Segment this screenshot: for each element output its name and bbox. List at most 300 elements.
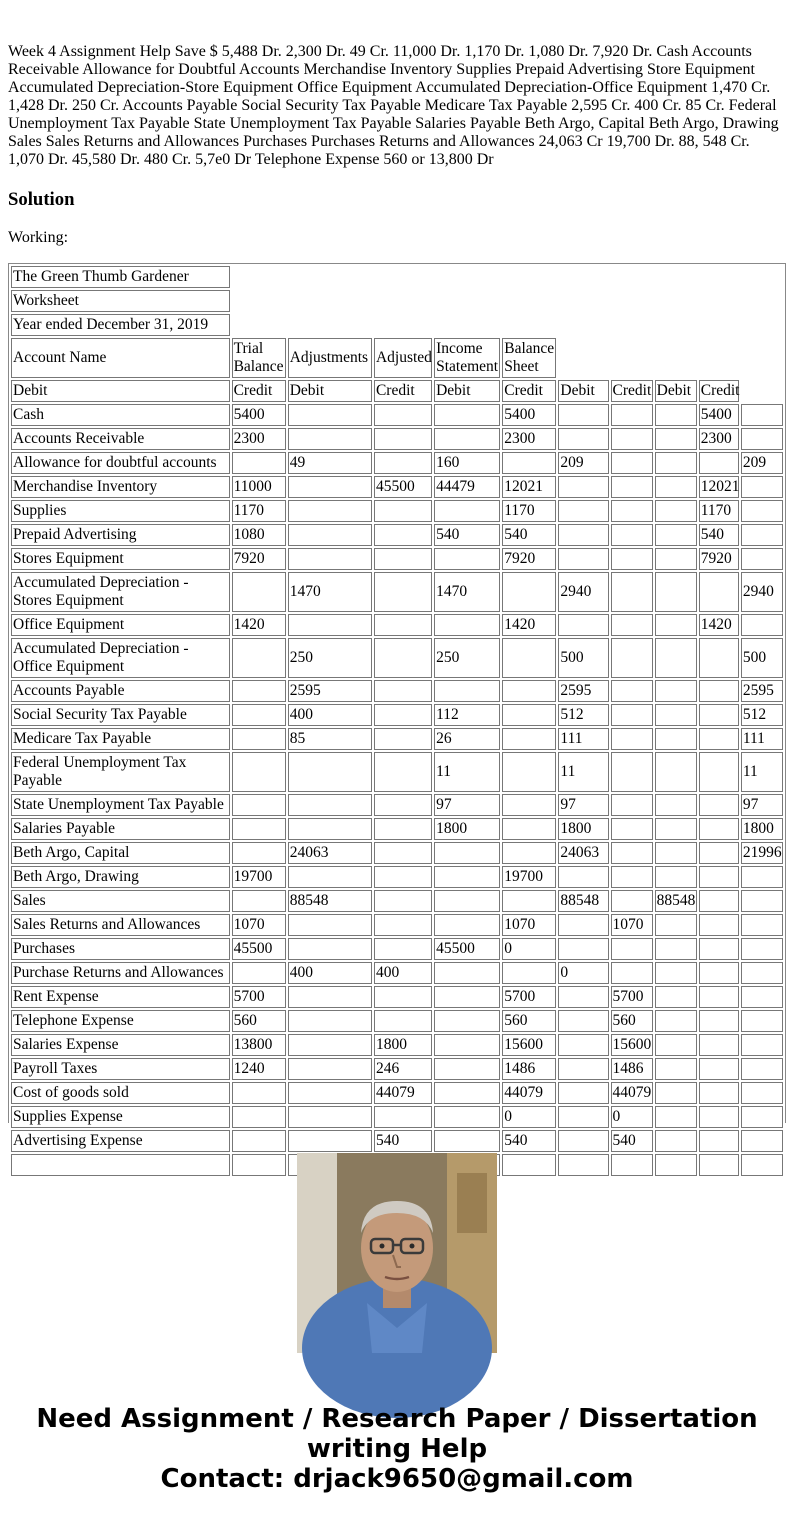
table-row xyxy=(11,1034,783,1056)
amount-cell xyxy=(741,614,783,636)
amount-cell xyxy=(741,476,783,498)
amount-cell xyxy=(558,500,608,522)
amount-cell xyxy=(699,728,739,750)
amount-cell xyxy=(741,548,783,570)
amount-cell: 1470 xyxy=(288,572,372,612)
amount-cell xyxy=(611,500,653,522)
amount-cell xyxy=(611,476,653,498)
amount-cell xyxy=(558,1154,608,1176)
amount-cell xyxy=(232,572,286,612)
amount-cell xyxy=(741,1106,783,1128)
amount-cell xyxy=(288,794,372,816)
amount-cell xyxy=(558,1130,608,1152)
amount-cell xyxy=(374,548,432,570)
amount-cell xyxy=(655,1010,697,1032)
amount-cell xyxy=(374,752,432,792)
amount-cell xyxy=(611,524,653,546)
amount-cell: 5700 xyxy=(502,986,556,1008)
table-row xyxy=(11,614,783,636)
amount-cell xyxy=(741,1130,783,1152)
account-name-cell xyxy=(11,1154,230,1176)
amount-cell: 250 xyxy=(434,638,500,678)
amount-cell xyxy=(611,728,653,750)
amount-cell xyxy=(232,794,286,816)
amount-cell xyxy=(288,1130,372,1152)
amount-cell xyxy=(558,404,608,426)
amount-cell xyxy=(558,548,608,570)
amount-cell: 11 xyxy=(741,752,783,792)
amount-cell xyxy=(558,866,608,888)
amount-cell xyxy=(502,704,556,726)
company-row xyxy=(11,266,783,288)
sub-header: Credit xyxy=(611,380,653,402)
amount-cell xyxy=(502,638,556,678)
amount-cell xyxy=(655,452,697,474)
amount-cell: 97 xyxy=(558,794,608,816)
amount-cell xyxy=(655,842,697,864)
amount-cell xyxy=(232,452,286,474)
header-adjusted: Adjusted xyxy=(374,338,432,378)
amount-cell xyxy=(288,1034,372,1056)
solution-heading: Solution xyxy=(8,189,75,210)
amount-cell: 250 xyxy=(288,638,372,678)
amount-cell: 540 xyxy=(699,524,739,546)
sub-header: Debit xyxy=(288,380,372,402)
sub-header: Credit xyxy=(699,380,739,402)
amount-cell xyxy=(232,752,286,792)
header-trial-balance: Trial Balance xyxy=(232,338,286,378)
amount-cell xyxy=(699,1010,739,1032)
sub-header: Credit xyxy=(374,380,432,402)
amount-cell xyxy=(232,1082,286,1104)
amount-cell xyxy=(699,680,739,702)
table-row xyxy=(11,866,783,888)
amount-cell: 1070 xyxy=(502,914,556,936)
amount-cell xyxy=(502,890,556,912)
amount-cell xyxy=(655,794,697,816)
amount-cell: 2300 xyxy=(699,428,739,450)
sub-header-row xyxy=(11,380,783,402)
account-name-cell: Federal Unemployment Tax Payable xyxy=(11,752,230,792)
amount-cell xyxy=(655,938,697,960)
amount-cell xyxy=(655,1082,697,1104)
account-name-cell: Beth Argo, Drawing xyxy=(11,866,230,888)
header-account-name: Account Name xyxy=(11,338,230,378)
amount-cell xyxy=(232,680,286,702)
amount-cell xyxy=(434,500,500,522)
amount-cell: 540 xyxy=(434,524,500,546)
amount-cell: 5400 xyxy=(232,404,286,426)
amount-cell xyxy=(558,938,608,960)
amount-cell: 209 xyxy=(558,452,608,474)
amount-cell xyxy=(741,428,783,450)
amount-cell: 400 xyxy=(288,962,372,984)
amount-cell xyxy=(655,428,697,450)
amount-cell: 1070 xyxy=(232,914,286,936)
amount-cell xyxy=(558,476,608,498)
amount-cell xyxy=(741,962,783,984)
title-row xyxy=(11,290,783,312)
amount-cell xyxy=(434,866,500,888)
amount-cell xyxy=(502,752,556,792)
amount-cell xyxy=(434,1058,500,1080)
header-balance-sheet: Balance Sheet xyxy=(502,338,556,378)
author-photo xyxy=(297,1153,497,1353)
account-name-cell: Sales xyxy=(11,890,230,912)
account-name-cell: Rent Expense xyxy=(11,986,230,1008)
account-name-cell: Payroll Taxes xyxy=(11,1058,230,1080)
table-row xyxy=(11,704,783,726)
amount-cell xyxy=(232,1106,286,1128)
amount-cell xyxy=(374,890,432,912)
amount-cell: 7920 xyxy=(232,548,286,570)
amount-cell: 1170 xyxy=(502,500,556,522)
amount-cell: 540 xyxy=(374,1130,432,1152)
amount-cell: 45500 xyxy=(434,938,500,960)
amount-cell xyxy=(502,680,556,702)
amount-cell: 2300 xyxy=(502,428,556,450)
question-text: Week 4 Assignment Help Save $ 5,488 Dr. 2,300 Dr. 49 Cr. 11,000 Dr. 1,170 Dr. 1,080 Dr. 7,920 Dr. Cash Accounts Receivable Allowance for Doubtful Accounts Merchandise Inventory Supplies Prepaid Advertising Store Equipment Accumulated Depreciation-Store Equipment Office Equipment Accumulated Depreciation-Office Equipment 1,470 Cr. 1,428 Dr. 250 Cr. Accounts Payable Social Security Tax Payable Medicare Tax Payable 2,595 Cr. 400 Cr. 85 Cr. Federal Unemployment Tax Payable State Unemployment Tax Payable Salaries Payable Beth Argo, Capital Beth Argo, Drawing Sales Sales Returns and Allowances Purchases Purchases Returns and Allowances 24,063 Cr 19,700 Dr. 88, 548 Cr. 1,070 Dr. 45,580 Dr. 480 Cr. 5,7e0 Dr Telephone Expense 560 or 13,800 Dr xyxy=(8,43,779,168)
account-name-cell: Cost of goods sold xyxy=(11,1082,230,1104)
account-name-cell: Advertising Expense xyxy=(11,1130,230,1152)
amount-cell xyxy=(558,1034,608,1056)
amount-cell xyxy=(374,452,432,474)
amount-cell xyxy=(741,914,783,936)
amount-cell xyxy=(611,404,653,426)
amount-cell xyxy=(655,524,697,546)
amount-cell: 1800 xyxy=(558,818,608,840)
amount-cell xyxy=(611,752,653,792)
table-row xyxy=(11,938,783,960)
amount-cell: 5700 xyxy=(232,986,286,1008)
amount-cell: 560 xyxy=(502,1010,556,1032)
amount-cell: 24063 xyxy=(558,842,608,864)
table-row xyxy=(11,962,783,984)
account-name-cell: Allowance for doubtful accounts xyxy=(11,452,230,474)
amount-cell: 560 xyxy=(232,1010,286,1032)
amount-cell: 45500 xyxy=(374,476,432,498)
table-row xyxy=(11,1106,783,1128)
amount-cell xyxy=(741,524,783,546)
amount-cell: 11 xyxy=(558,752,608,792)
amount-cell xyxy=(558,524,608,546)
amount-cell xyxy=(611,866,653,888)
worksheet-frame xyxy=(8,263,786,1149)
table-row xyxy=(11,1130,783,1152)
amount-cell xyxy=(374,1010,432,1032)
amount-cell xyxy=(741,1034,783,1056)
amount-cell: 5400 xyxy=(699,404,739,426)
amount-cell xyxy=(655,728,697,750)
amount-cell: 13800 xyxy=(232,1034,286,1056)
amount-cell: 1486 xyxy=(611,1058,653,1080)
account-name-cell: Cash xyxy=(11,404,230,426)
period-row xyxy=(11,314,783,336)
amount-cell xyxy=(558,1106,608,1128)
amount-cell: 97 xyxy=(741,794,783,816)
author-avatar xyxy=(297,1153,497,1353)
amount-cell xyxy=(232,704,286,726)
amount-cell: 540 xyxy=(502,1130,556,1152)
amount-cell xyxy=(699,914,739,936)
amount-cell xyxy=(699,752,739,792)
amount-cell xyxy=(374,938,432,960)
footer-line-2: writing Help xyxy=(306,1434,488,1464)
amount-cell: 19700 xyxy=(232,866,286,888)
amount-cell xyxy=(374,728,432,750)
amount-cell: 1170 xyxy=(232,500,286,522)
account-name-cell: Accumulated Depreciation - Stores Equipment xyxy=(11,572,230,612)
amount-cell: 12021 xyxy=(699,476,739,498)
amount-cell xyxy=(655,914,697,936)
amount-cell: 44479 xyxy=(434,476,500,498)
account-name-cell: Prepaid Advertising xyxy=(11,524,230,546)
amount-cell xyxy=(502,842,556,864)
account-name-cell: Merchandise Inventory xyxy=(11,476,230,498)
account-name-cell: Accounts Payable xyxy=(11,680,230,702)
amount-cell: 5400 xyxy=(502,404,556,426)
amount-cell xyxy=(502,962,556,984)
account-name-cell: Telephone Expense xyxy=(11,1010,230,1032)
amount-cell xyxy=(655,818,697,840)
amount-cell: 1800 xyxy=(434,818,500,840)
footer-line-3: Contact: drjack9650@gmail.com xyxy=(160,1464,634,1494)
amount-cell: 1420 xyxy=(699,614,739,636)
amount-cell xyxy=(741,1010,783,1032)
amount-cell: 85 xyxy=(288,728,372,750)
amount-cell xyxy=(434,962,500,984)
amount-cell xyxy=(288,614,372,636)
amount-cell: 1800 xyxy=(741,818,783,840)
amount-cell xyxy=(741,866,783,888)
amount-cell xyxy=(434,890,500,912)
table-row xyxy=(11,428,783,450)
amount-cell xyxy=(434,1082,500,1104)
account-name-cell: Supplies xyxy=(11,500,230,522)
amount-cell xyxy=(611,572,653,612)
amount-cell xyxy=(655,476,697,498)
table-row xyxy=(11,986,783,1008)
amount-cell xyxy=(434,1034,500,1056)
table-row xyxy=(11,890,783,912)
amount-cell xyxy=(655,404,697,426)
table-row xyxy=(11,404,783,426)
amount-cell: 15600 xyxy=(502,1034,556,1056)
header-adjustments: Adjustments xyxy=(288,338,372,378)
amount-cell xyxy=(374,818,432,840)
amount-cell xyxy=(434,428,500,450)
amount-cell xyxy=(288,500,372,522)
amount-cell xyxy=(699,1154,739,1176)
amount-cell xyxy=(502,794,556,816)
amount-cell xyxy=(374,986,432,1008)
amount-cell xyxy=(502,572,556,612)
amount-cell xyxy=(288,428,372,450)
amount-cell xyxy=(434,548,500,570)
amount-cell xyxy=(434,614,500,636)
amount-cell xyxy=(434,404,500,426)
amount-cell: 2300 xyxy=(232,428,286,450)
amount-cell: 44079 xyxy=(611,1082,653,1104)
amount-cell xyxy=(611,548,653,570)
amount-cell: 88548 xyxy=(558,890,608,912)
sub-header: Debit xyxy=(655,380,697,402)
amount-cell xyxy=(611,842,653,864)
amount-cell xyxy=(699,1082,739,1104)
amount-cell: 1240 xyxy=(232,1058,286,1080)
footer-line-1: Need Assignment / Research Paper / Dissertation xyxy=(36,1404,758,1434)
amount-cell xyxy=(655,680,697,702)
account-name-cell: Accounts Receivable xyxy=(11,428,230,450)
amount-cell: 209 xyxy=(741,452,783,474)
amount-cell: 400 xyxy=(374,962,432,984)
amount-cell xyxy=(288,1058,372,1080)
amount-cell xyxy=(288,548,372,570)
account-name-cell: Purchase Returns and Allowances xyxy=(11,962,230,984)
amount-cell: 97 xyxy=(434,794,500,816)
amount-cell: 12021 xyxy=(502,476,556,498)
amount-cell xyxy=(232,1130,286,1152)
amount-cell xyxy=(288,938,372,960)
amount-cell: 111 xyxy=(558,728,608,750)
working-label: Working: xyxy=(8,229,69,246)
amount-cell: 500 xyxy=(741,638,783,678)
amount-cell xyxy=(232,890,286,912)
amount-cell xyxy=(611,452,653,474)
amount-cell: 1080 xyxy=(232,524,286,546)
amount-cell xyxy=(655,962,697,984)
amount-cell xyxy=(611,962,653,984)
amount-cell xyxy=(655,614,697,636)
amount-cell xyxy=(655,704,697,726)
amount-cell xyxy=(655,866,697,888)
worksheet-period: Year ended December 31, 2019 xyxy=(11,314,230,336)
table-row xyxy=(11,1082,783,1104)
table-row xyxy=(11,638,783,678)
amount-cell xyxy=(655,500,697,522)
table-row xyxy=(11,572,783,612)
amount-cell: 21996 xyxy=(741,842,783,864)
table-row xyxy=(11,500,783,522)
amount-cell xyxy=(741,986,783,1008)
table-row xyxy=(11,842,783,864)
amount-cell xyxy=(741,1082,783,1104)
amount-cell: 111 xyxy=(741,728,783,750)
amount-cell xyxy=(655,986,697,1008)
table-row xyxy=(11,794,783,816)
account-name-cell: Social Security Tax Payable xyxy=(11,704,230,726)
amount-cell: 1470 xyxy=(434,572,500,612)
amount-cell: 44079 xyxy=(374,1082,432,1104)
amount-cell: 1070 xyxy=(611,914,653,936)
amount-cell xyxy=(374,866,432,888)
account-name-cell: State Unemployment Tax Payable xyxy=(11,794,230,816)
account-name-cell: Office Equipment xyxy=(11,614,230,636)
amount-cell: 112 xyxy=(434,704,500,726)
worksheet-table xyxy=(9,264,785,1178)
table-row xyxy=(11,476,783,498)
amount-cell xyxy=(374,500,432,522)
amount-cell xyxy=(741,1154,783,1176)
amount-cell: 15600 xyxy=(611,1034,653,1056)
amount-cell xyxy=(232,728,286,750)
amount-cell xyxy=(655,548,697,570)
amount-cell: 512 xyxy=(558,704,608,726)
amount-cell xyxy=(434,1130,500,1152)
amount-cell xyxy=(655,1058,697,1080)
amount-cell xyxy=(699,638,739,678)
amount-cell xyxy=(611,938,653,960)
table-row xyxy=(11,680,783,702)
amount-cell xyxy=(288,752,372,792)
account-name-cell: Salaries Payable xyxy=(11,818,230,840)
amount-cell xyxy=(434,986,500,1008)
amount-cell: 512 xyxy=(741,704,783,726)
amount-cell: 11 xyxy=(434,752,500,792)
amount-cell xyxy=(699,704,739,726)
amount-cell: 400 xyxy=(288,704,372,726)
amount-cell: 1170 xyxy=(699,500,739,522)
amount-cell xyxy=(699,794,739,816)
amount-cell: 7920 xyxy=(502,548,556,570)
amount-cell: 2940 xyxy=(558,572,608,612)
amount-cell xyxy=(741,404,783,426)
amount-cell xyxy=(699,1034,739,1056)
account-name-cell: Sales Returns and Allowances xyxy=(11,914,230,936)
amount-cell xyxy=(699,1106,739,1128)
amount-cell: 24063 xyxy=(288,842,372,864)
amount-cell xyxy=(741,938,783,960)
header-income-statement: Income Statement xyxy=(434,338,500,378)
amount-cell xyxy=(741,890,783,912)
amount-cell xyxy=(699,452,739,474)
account-name-cell: Medicare Tax Payable xyxy=(11,728,230,750)
amount-cell xyxy=(558,428,608,450)
amount-cell xyxy=(611,428,653,450)
table-row xyxy=(11,1010,783,1032)
amount-cell xyxy=(741,500,783,522)
amount-cell xyxy=(374,680,432,702)
sub-header: Credit xyxy=(232,380,286,402)
amount-cell xyxy=(374,428,432,450)
amount-cell: 5700 xyxy=(611,986,653,1008)
amount-cell xyxy=(558,914,608,936)
amount-cell: 160 xyxy=(434,452,500,474)
footer-contact xyxy=(0,1404,794,1494)
amount-cell xyxy=(655,1034,697,1056)
amount-cell xyxy=(374,614,432,636)
amount-cell xyxy=(611,890,653,912)
amount-cell xyxy=(699,572,739,612)
amount-cell xyxy=(558,986,608,1008)
amount-cell xyxy=(558,614,608,636)
amount-cell: 45500 xyxy=(232,938,286,960)
amount-cell: 88548 xyxy=(655,890,697,912)
amount-cell xyxy=(611,638,653,678)
amount-cell xyxy=(374,842,432,864)
amount-cell xyxy=(374,1106,432,1128)
amount-cell: 0 xyxy=(611,1106,653,1128)
amount-cell xyxy=(374,638,432,678)
amount-cell xyxy=(374,404,432,426)
amount-cell xyxy=(502,1154,556,1176)
amount-cell xyxy=(699,818,739,840)
sub-header: Debit xyxy=(434,380,500,402)
amount-cell xyxy=(288,866,372,888)
amount-cell: 19700 xyxy=(502,866,556,888)
amount-cell xyxy=(434,842,500,864)
amount-cell xyxy=(288,1082,372,1104)
